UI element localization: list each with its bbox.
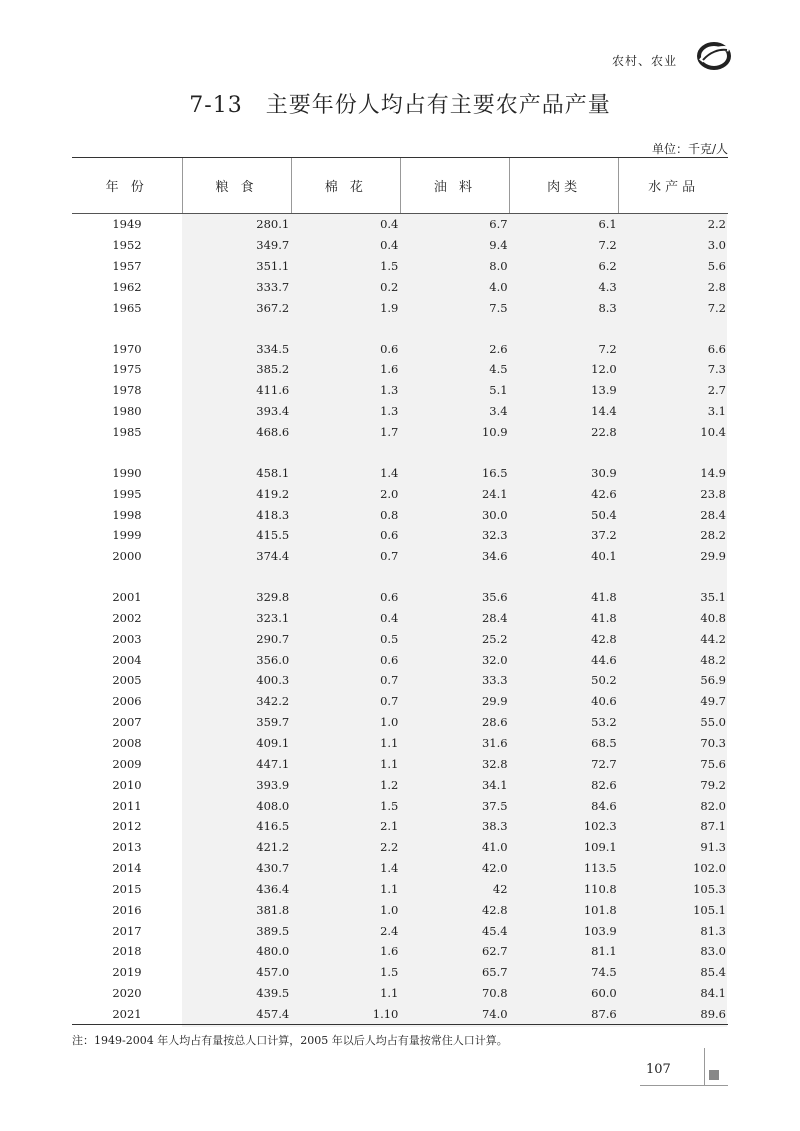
row-value-cell: 70.3: [700, 735, 726, 750]
row-value-cell: 37.2: [591, 528, 617, 543]
row-value-cell: 374.4: [256, 549, 290, 564]
header-meat: 肉类: [510, 158, 619, 214]
row-value-cell: 389.5: [256, 923, 290, 938]
row-value-cell: 91.3: [700, 840, 726, 855]
row-value-cell: 65.7: [481, 965, 508, 980]
row-value-cell: 50.4: [591, 507, 617, 522]
row-value-cell: 329.8: [256, 590, 290, 605]
row-value-cell: 1.2: [380, 777, 399, 792]
table-row: [72, 878, 728, 899]
row-value-cell: 2.4: [380, 923, 399, 938]
row-value-cell: 1.1: [380, 986, 399, 1001]
row-year-cell: 2007: [72, 712, 182, 733]
row-value-cell: 9.4: [489, 238, 508, 253]
row-year-cell: 2009: [72, 753, 182, 774]
row-value-cell: 12.0: [591, 362, 617, 377]
row-year-cell: 1957: [72, 256, 182, 277]
row-value-cell: 1.4: [380, 861, 399, 876]
row-value-cell: 447.1: [256, 756, 290, 771]
row-value-cell: 290.7: [256, 631, 290, 646]
row-value-cell: 40.8: [700, 610, 726, 625]
group-spacer-row: [72, 442, 728, 462]
data-table: [72, 157, 728, 1025]
row-value-cell: 4.5: [489, 362, 508, 377]
row-value-cell: 48.2: [700, 652, 726, 667]
table-row: [72, 504, 728, 525]
row-value-cell: 35.6: [481, 590, 508, 605]
row-value-cell: 0.6: [380, 652, 399, 667]
row-year-cell: 1962: [72, 277, 182, 298]
row-value-cell: 419.2: [256, 486, 290, 501]
row-year-cell: 1999: [72, 525, 182, 546]
row-value-cell: 23.8: [700, 486, 726, 501]
row-value-cell: 2.1: [380, 819, 399, 834]
row-year-cell: 2006: [72, 691, 182, 712]
row-value-cell: 0.5: [380, 631, 399, 646]
table-row: [72, 256, 728, 277]
table-row: [72, 962, 728, 983]
row-value-cell: 4.3: [598, 279, 617, 294]
row-value-cell: 334.5: [256, 341, 290, 356]
row-value-cell: 110.8: [583, 881, 617, 896]
row-value-cell: 14.9: [700, 465, 726, 480]
row-value-cell: 418.3: [256, 507, 290, 522]
row-value-cell: 28.6: [481, 715, 508, 730]
data-table-container: [72, 157, 728, 1025]
row-value-cell: 400.3: [256, 673, 290, 688]
row-value-cell: 280.1: [256, 217, 290, 232]
row-year-cell: 2011: [72, 795, 182, 816]
row-value-cell: 6.7: [489, 217, 508, 232]
row-year-cell: 2018: [72, 941, 182, 962]
row-value-cell: 356.0: [256, 652, 290, 667]
row-value-cell: 0.2: [380, 279, 399, 294]
row-value-cell: 87.1: [700, 819, 726, 834]
row-value-cell: 6.1: [598, 217, 617, 232]
yearbook-logo-icon: [697, 41, 731, 71]
table-row: [72, 483, 728, 504]
row-value-cell: 34.6: [481, 549, 508, 564]
row-value-cell: 41.8: [591, 590, 617, 605]
row-value-cell: 70.8: [481, 986, 508, 1001]
row-value-cell: 103.9: [583, 923, 617, 938]
row-value-cell: 55.0: [700, 715, 726, 730]
table-row: [72, 1004, 728, 1025]
row-year-cell: 1998: [72, 504, 182, 525]
table-row: [72, 214, 728, 235]
row-value-cell: 0.4: [380, 217, 399, 232]
row-value-cell: 34.1: [481, 777, 508, 792]
table-row: [72, 608, 728, 629]
row-value-cell: 41.0: [481, 840, 508, 855]
row-value-cell: 2.8: [707, 279, 726, 294]
row-value-cell: 37.5: [481, 798, 508, 813]
row-value-cell: 0.4: [380, 610, 399, 625]
row-value-cell: 1.9: [380, 300, 399, 315]
row-value-cell: 105.1: [693, 902, 726, 917]
row-value-cell: 1.4: [380, 465, 399, 480]
table-row: [72, 525, 728, 546]
row-value-cell: 87.6: [510, 1004, 619, 1025]
row-year-cell: 2010: [72, 774, 182, 795]
row-value-cell: 457.4: [182, 1004, 291, 1025]
row-value-cell: 28.4: [481, 610, 508, 625]
row-value-cell: 13.9: [591, 383, 617, 398]
row-value-cell: 102.3: [583, 819, 617, 834]
row-value-cell: 44.6: [591, 652, 617, 667]
row-year-cell: 1995: [72, 483, 182, 504]
row-year-cell: 1949: [72, 214, 182, 235]
row-year-cell: 2012: [72, 816, 182, 837]
row-year-cell: 1965: [72, 297, 182, 318]
row-value-cell: 81.1: [591, 944, 617, 959]
group-spacer-row: [72, 567, 728, 587]
row-year-cell: 2020: [72, 983, 182, 1004]
table-row: [72, 546, 728, 567]
row-value-cell: 0.8: [380, 507, 399, 522]
row-value-cell: 16.5: [481, 465, 508, 480]
row-value-cell: 60.0: [591, 986, 617, 1001]
table-body: [72, 214, 728, 1025]
row-value-cell: 1.6: [380, 944, 399, 959]
row-value-cell: 81.3: [700, 923, 726, 938]
footer-square-icon: [709, 1070, 719, 1080]
row-value-cell: 1.0: [380, 902, 399, 917]
row-value-cell: 415.5: [256, 528, 290, 543]
header-grain: 粮 食: [182, 158, 291, 214]
row-value-cell: 468.6: [256, 425, 290, 440]
row-year-cell: 2003: [72, 628, 182, 649]
row-value-cell: 3.4: [489, 404, 508, 419]
row-value-cell: 1.1: [380, 881, 399, 896]
row-value-cell: 1.6: [380, 362, 399, 377]
row-value-cell: 7.2: [598, 238, 617, 253]
row-value-cell: 22.8: [591, 425, 617, 440]
row-value-cell: 53.2: [591, 715, 617, 730]
table-row: [72, 816, 728, 837]
row-value-cell: 408.0: [256, 798, 290, 813]
table-row: [72, 649, 728, 670]
row-value-cell: 32.8: [481, 756, 508, 771]
group-spacer-row: [72, 318, 728, 338]
row-value-cell: 2.0: [380, 486, 399, 501]
row-value-cell: 79.2: [700, 777, 726, 792]
table-row: [72, 297, 728, 318]
row-value-cell: 109.1: [583, 840, 617, 855]
table-row: [72, 422, 728, 443]
row-value-cell: 82.0: [700, 798, 726, 813]
row-value-cell: 30.9: [591, 465, 617, 480]
row-value-cell: 62.7: [481, 944, 508, 959]
unit-label: 单位：千克/人: [651, 142, 728, 156]
row-value-cell: 5.6: [707, 259, 726, 274]
row-value-cell: 25.2: [481, 631, 508, 646]
row-year-cell: 2008: [72, 733, 182, 754]
footer-divider-vertical: [704, 1048, 705, 1086]
row-value-cell: 105.3: [693, 881, 726, 896]
row-value-cell: 1.5: [380, 259, 399, 274]
row-value-cell: 85.4: [700, 965, 726, 980]
row-value-cell: 1.3: [380, 383, 399, 398]
row-value-cell: 14.4: [591, 404, 617, 419]
row-value-cell: 421.2: [256, 840, 290, 855]
table-row: [72, 277, 728, 298]
row-value-cell: 29.9: [700, 549, 726, 564]
row-value-cell: 1.5: [380, 965, 399, 980]
table-row: [72, 858, 728, 879]
row-value-cell: 0.7: [380, 694, 399, 709]
row-value-cell: 24.1: [481, 486, 508, 501]
row-value-cell: 42: [492, 881, 508, 896]
row-value-cell: 393.9: [256, 777, 290, 792]
table-row: [72, 670, 728, 691]
row-value-cell: 75.6: [700, 756, 726, 771]
row-value-cell: 44.2: [700, 631, 726, 646]
row-value-cell: 367.2: [256, 300, 290, 315]
row-value-cell: 1.7: [380, 425, 399, 440]
row-year-cell: 2005: [72, 670, 182, 691]
table-row: [72, 941, 728, 962]
table-row: [72, 628, 728, 649]
row-value-cell: 35.1: [700, 590, 726, 605]
row-value-cell: 42.8: [481, 902, 508, 917]
table-row: [72, 983, 728, 1004]
row-value-cell: 32.0: [481, 652, 508, 667]
row-year-cell: 2013: [72, 837, 182, 858]
footer-divider-horizontal: [640, 1085, 728, 1086]
header-aquatic: 水产品: [619, 158, 728, 214]
row-value-cell: 439.5: [256, 986, 290, 1001]
header-year: 年 份: [72, 158, 182, 214]
row-value-cell: 381.8: [256, 902, 290, 917]
table-row: [72, 899, 728, 920]
row-value-cell: 8.3: [598, 300, 617, 315]
row-value-cell: 82.6: [591, 777, 617, 792]
row-value-cell: 40.6: [591, 694, 617, 709]
row-value-cell: 351.1: [256, 259, 290, 274]
row-value-cell: 2.2: [707, 217, 726, 232]
row-year-cell: 2000: [72, 546, 182, 567]
row-value-cell: 342.2: [256, 694, 290, 709]
table-row: [72, 837, 728, 858]
row-value-cell: 32.3: [481, 528, 508, 543]
row-value-cell: 84.1: [700, 986, 726, 1001]
row-year-cell: 2015: [72, 878, 182, 899]
row-year-cell: 1980: [72, 401, 182, 422]
row-value-cell: 411.6: [256, 383, 290, 398]
table-row: [72, 753, 728, 774]
row-value-cell: 480.0: [256, 944, 290, 959]
table-row: [72, 401, 728, 422]
row-value-cell: 33.3: [481, 673, 508, 688]
row-year-cell: 2016: [72, 899, 182, 920]
row-value-cell: 42.0: [481, 861, 508, 876]
row-value-cell: 1.1: [380, 756, 399, 771]
table-row: [72, 691, 728, 712]
table-row: [72, 462, 728, 483]
header-oil: 油 料: [400, 158, 509, 214]
table-row: [72, 380, 728, 401]
row-value-cell: 2.6: [489, 341, 508, 356]
row-year-cell: 2017: [72, 920, 182, 941]
row-value-cell: 49.7: [700, 694, 726, 709]
row-value-cell: 72.7: [591, 756, 617, 771]
row-value-cell: 1.1: [380, 735, 399, 750]
table-row: [72, 774, 728, 795]
row-value-cell: 409.1: [256, 735, 290, 750]
row-value-cell: 5.1: [489, 383, 508, 398]
row-year-cell: 2001: [72, 587, 182, 608]
table-header-row: [72, 158, 728, 214]
row-value-cell: 3.1: [707, 404, 726, 419]
row-value-cell: 385.2: [256, 362, 290, 377]
row-year-cell: 2004: [72, 649, 182, 670]
row-value-cell: 7.2: [598, 341, 617, 356]
table-row: [72, 338, 728, 359]
table-row: [72, 733, 728, 754]
row-value-cell: 2.2: [380, 840, 399, 855]
row-value-cell: 1.10: [291, 1004, 400, 1025]
row-value-cell: 8.0: [489, 259, 508, 274]
row-year-cell: 1952: [72, 235, 182, 256]
row-value-cell: 3.0: [707, 238, 726, 253]
table-row: [72, 920, 728, 941]
row-value-cell: 42.8: [591, 631, 617, 646]
row-value-cell: 7.2: [707, 300, 726, 315]
row-value-cell: 0.7: [380, 549, 399, 564]
page-number: 107: [646, 1062, 671, 1077]
row-value-cell: 31.6: [481, 735, 508, 750]
row-value-cell: 84.6: [591, 798, 617, 813]
row-value-cell: 430.7: [256, 861, 290, 876]
row-value-cell: 7.5: [489, 300, 508, 315]
row-value-cell: 4.0: [489, 279, 508, 294]
row-value-cell: 0.6: [380, 590, 399, 605]
row-year-cell: 2021: [72, 1004, 182, 1025]
row-year-cell: 1970: [72, 338, 182, 359]
footnote: 注：1949-2004 年人均占有量按总人口计算，2005 年以后人均占有量按常住人口计算。: [72, 1034, 508, 1047]
row-value-cell: 1.5: [380, 798, 399, 813]
row-value-cell: 30.0: [481, 507, 508, 522]
header-cotton: 棉 花: [291, 158, 400, 214]
row-value-cell: 6.6: [707, 341, 726, 356]
row-value-cell: 102.0: [693, 861, 726, 876]
header-section: 农村、农业: [612, 54, 678, 68]
table-row: [72, 587, 728, 608]
row-value-cell: 101.8: [583, 902, 617, 917]
row-value-cell: 68.5: [591, 735, 617, 750]
row-year-cell: 1985: [72, 422, 182, 443]
row-value-cell: 436.4: [256, 881, 290, 896]
row-value-cell: 1.3: [380, 404, 399, 419]
row-value-cell: 113.5: [583, 861, 617, 876]
page-title: 7-13 主要年份人均占有主要农产品产量: [189, 93, 611, 118]
row-year-cell: 1990: [72, 462, 182, 483]
row-value-cell: 74.0: [400, 1004, 509, 1025]
table-row: [72, 235, 728, 256]
table-row: [72, 795, 728, 816]
row-value-cell: 45.4: [481, 923, 508, 938]
row-value-cell: 41.8: [591, 610, 617, 625]
row-year-cell: 2014: [72, 858, 182, 879]
row-year-cell: 1975: [72, 359, 182, 380]
row-value-cell: 83.0: [700, 944, 726, 959]
row-value-cell: 0.6: [380, 341, 399, 356]
row-value-cell: 416.5: [256, 819, 290, 834]
row-year-cell: 2019: [72, 962, 182, 983]
row-value-cell: 333.7: [256, 279, 290, 294]
row-value-cell: 10.9: [481, 425, 508, 440]
row-value-cell: 323.1: [256, 610, 290, 625]
row-value-cell: 1.0: [380, 715, 399, 730]
row-value-cell: 2.7: [707, 383, 726, 398]
row-value-cell: 0.6: [380, 528, 399, 543]
row-value-cell: 0.7: [380, 673, 399, 688]
row-value-cell: 40.1: [591, 549, 617, 564]
row-value-cell: 359.7: [256, 715, 290, 730]
table-row: [72, 359, 728, 380]
row-value-cell: 458.1: [256, 465, 290, 480]
row-value-cell: 7.3: [707, 362, 726, 377]
row-value-cell: 38.3: [481, 819, 508, 834]
row-value-cell: 6.2: [598, 259, 617, 274]
row-value-cell: 349.7: [256, 238, 290, 253]
row-value-cell: 56.9: [700, 673, 726, 688]
row-value-cell: 0.4: [380, 238, 399, 253]
row-value-cell: 50.2: [591, 673, 617, 688]
row-value-cell: 89.6: [619, 1004, 728, 1025]
row-value-cell: 28.2: [700, 528, 726, 543]
row-value-cell: 393.4: [256, 404, 290, 419]
row-value-cell: 29.9: [481, 694, 508, 709]
row-year-cell: 2002: [72, 608, 182, 629]
row-year-cell: 1978: [72, 380, 182, 401]
row-value-cell: 42.6: [591, 486, 617, 501]
row-value-cell: 74.5: [591, 965, 617, 980]
table-row: [72, 712, 728, 733]
row-value-cell: 28.4: [700, 507, 726, 522]
row-value-cell: 10.4: [700, 425, 726, 440]
row-value-cell: 457.0: [256, 965, 290, 980]
